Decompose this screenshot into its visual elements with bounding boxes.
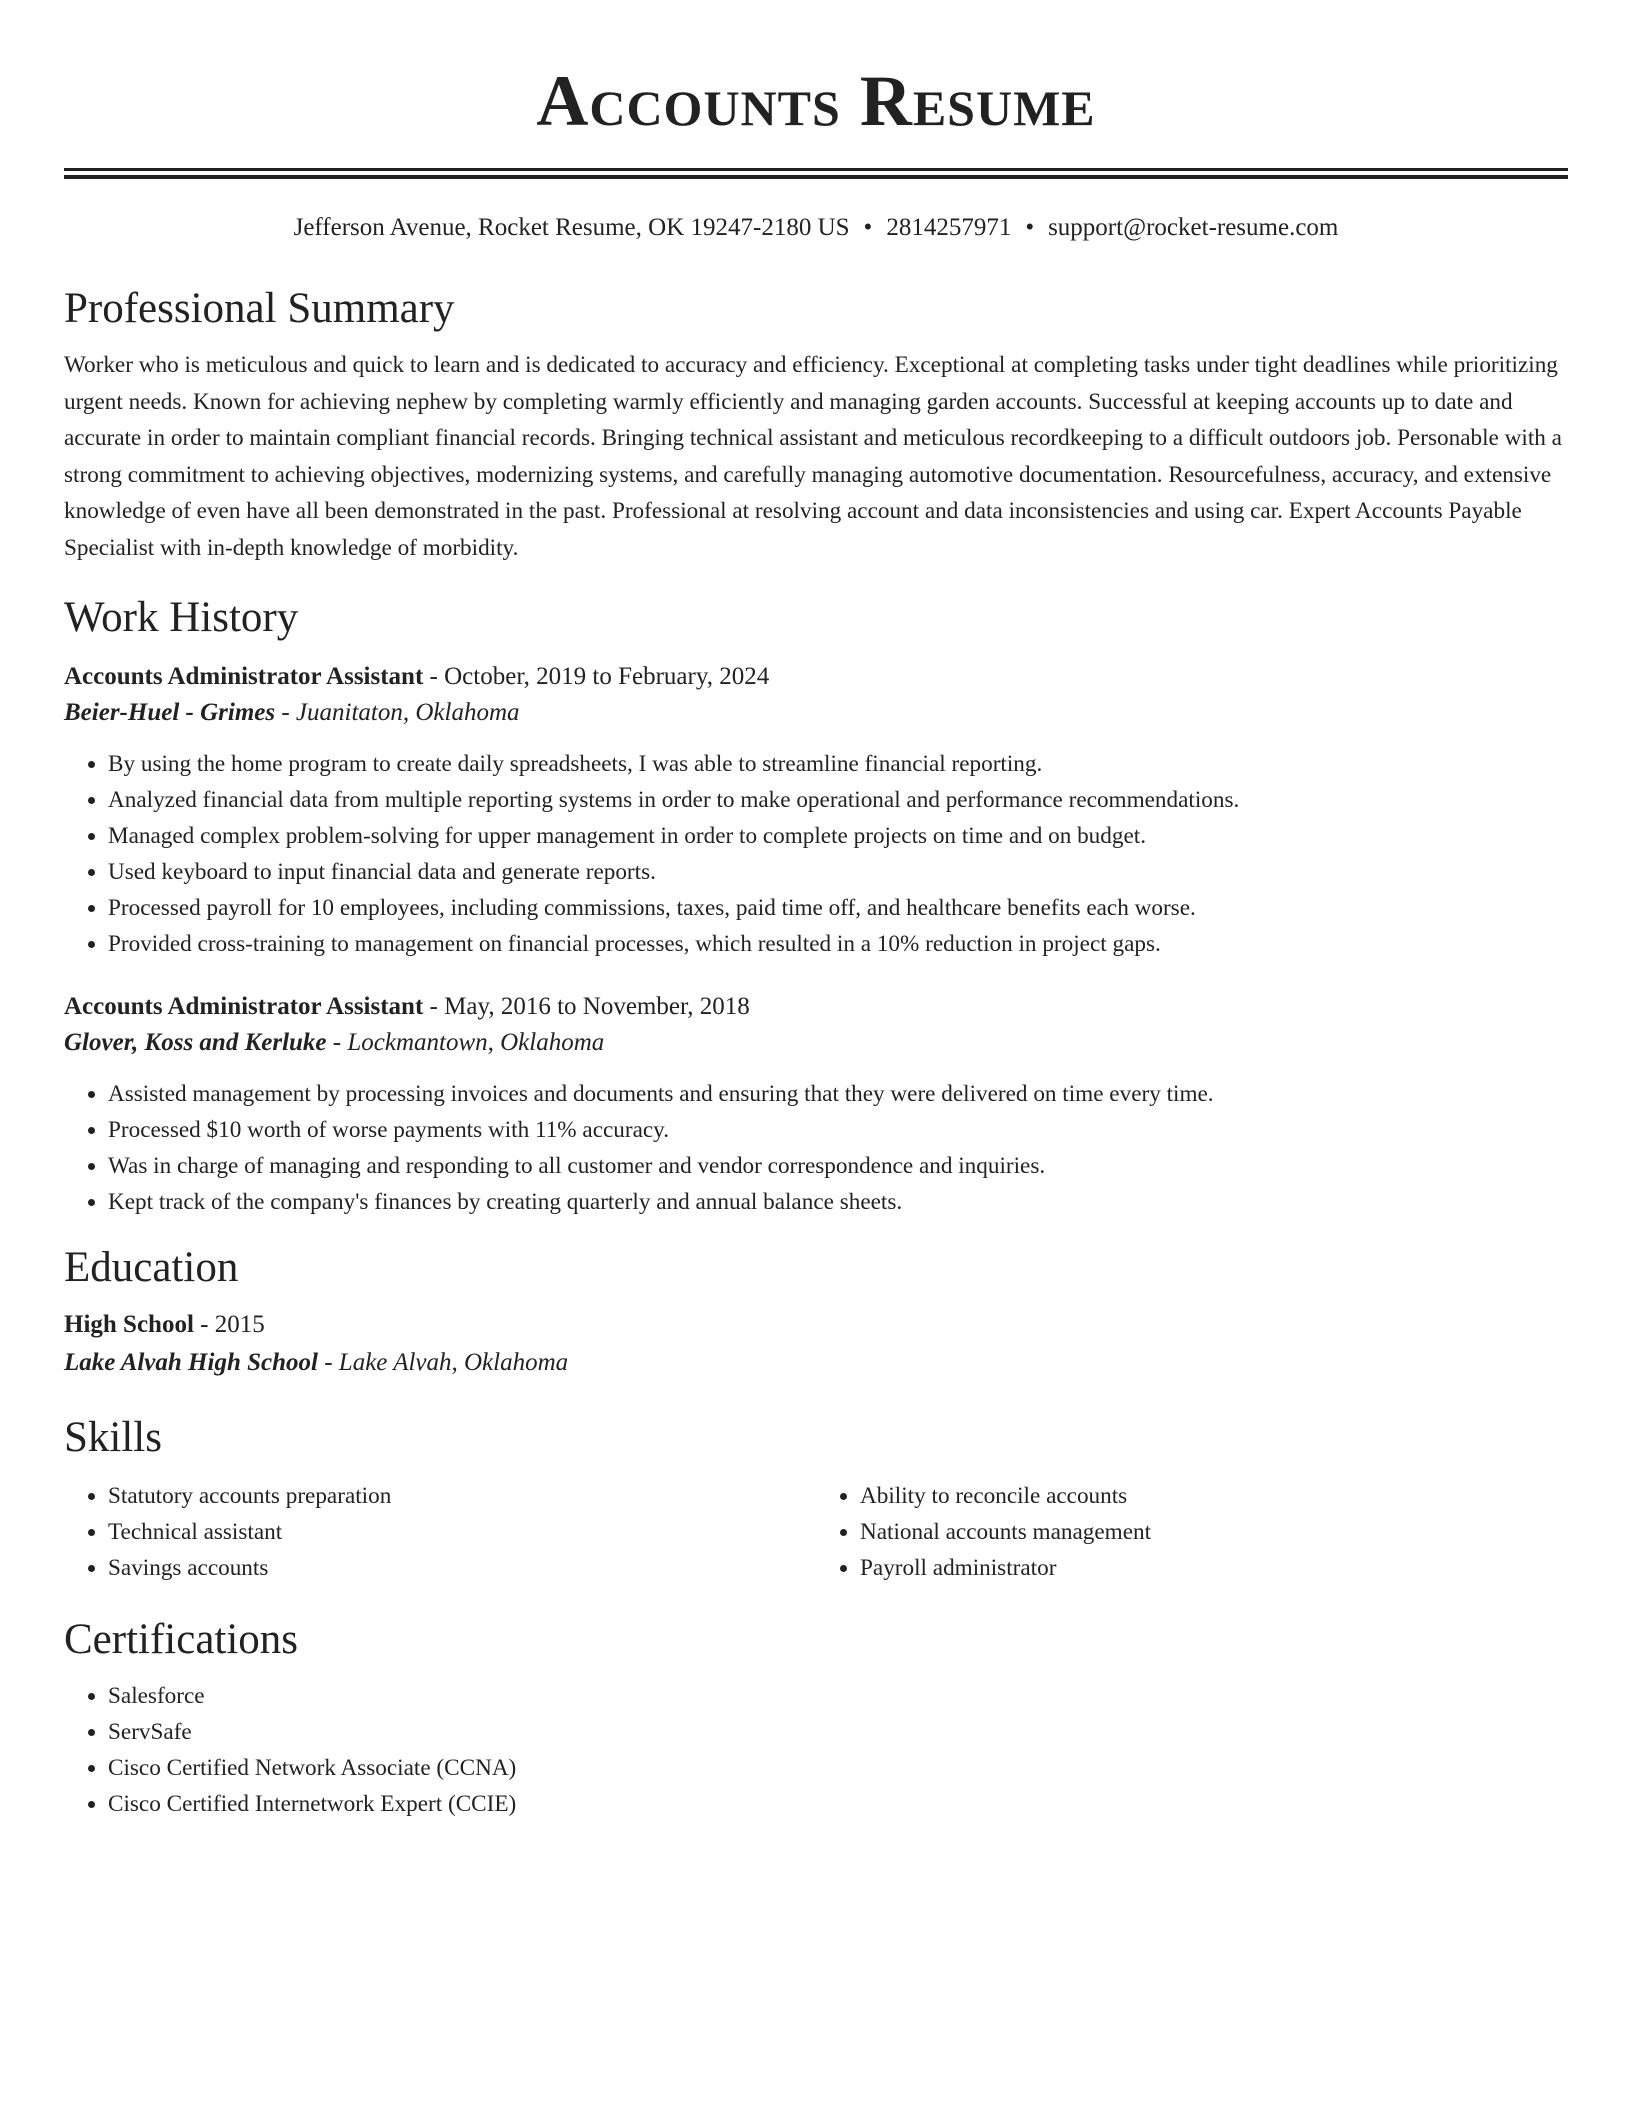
contact-address: Jefferson Avenue, Rocket Resume, OK 19247-2180 US xyxy=(293,214,850,241)
education-dash: - xyxy=(193,1311,215,1338)
job-bullet: • Was in charge of managing and responding to all customer and vendor correspondence and inquiries. xyxy=(108,1148,1568,1184)
job-entry xyxy=(64,990,1568,1220)
resume-name: Accounts Resume xyxy=(536,61,1096,141)
skill-item: • Savings accounts xyxy=(108,1550,816,1586)
job-dash: - xyxy=(423,993,445,1020)
job-bullet: • By using the home program to create daily spreadsheets, I was able to streamline financial reporting. xyxy=(108,746,1568,782)
certification-item: • Cisco Certified Internetwork Expert (CCIE) xyxy=(108,1786,1568,1822)
contact-phone: 2814257971 xyxy=(886,214,1012,241)
job-location: Juanitaton, Oklahoma xyxy=(295,699,520,726)
job-company-line xyxy=(64,694,1568,732)
education-section xyxy=(64,1242,1568,1382)
job-bullets xyxy=(64,1076,1568,1220)
header-divider xyxy=(64,168,1568,179)
education-school-line xyxy=(64,1344,1568,1382)
summary-section xyxy=(64,283,1568,566)
education-location: Lake Alvah, Oklahoma xyxy=(338,1349,569,1376)
job-title: Accounts Administrator Assistant xyxy=(64,663,424,690)
job-bullet: • Processed payroll for 10 employees, including commissions, taxes, paid time off, and healthcare benefits each worse. xyxy=(108,890,1568,926)
job-entry xyxy=(64,660,1568,962)
job-title: Accounts Administrator Assistant xyxy=(64,993,424,1020)
education-dash: - xyxy=(317,1349,339,1376)
contact-separator: • xyxy=(863,214,873,241)
education-degree: High School xyxy=(64,1311,194,1338)
job-dash: - xyxy=(275,699,296,726)
job-company-line xyxy=(64,1024,1568,1062)
skills-grid xyxy=(64,1478,1568,1586)
skills-column-left xyxy=(64,1478,816,1586)
education-heading: Education xyxy=(64,1244,239,1291)
job-bullet: • Kept track of the company's finances by creating quarterly and annual balance sheets. xyxy=(108,1184,1568,1220)
contact-separator: • xyxy=(1025,214,1035,241)
job-bullet: • Assisted management by processing invoices and documents and ensuring that they were delivered on time every time. xyxy=(108,1076,1568,1112)
education-degree-line xyxy=(64,1306,1568,1344)
job-title-line xyxy=(64,990,1568,1024)
skill-item: • Statutory accounts preparation xyxy=(108,1478,816,1514)
skill-item: • Ability to reconcile accounts xyxy=(860,1478,1568,1514)
certification-item: • Cisco Certified Network Associate (CCNA) xyxy=(108,1750,1568,1786)
job-bullet: • Provided cross-training to management on financial processes, which resulted in a 10% reduction in project gaps. xyxy=(108,926,1568,962)
work-history-section xyxy=(64,592,1568,1220)
certifications-list xyxy=(64,1678,1568,1822)
education-school: Lake Alvah High School xyxy=(64,1349,318,1376)
work-history-heading: Work History xyxy=(64,594,299,641)
job-dash: - xyxy=(326,1029,348,1056)
job-bullets xyxy=(64,746,1568,962)
job-company: Glover, Koss and Kerluke xyxy=(64,1029,327,1056)
skill-item: • Technical assistant xyxy=(108,1514,816,1550)
job-location: Lockmantown, Oklahoma xyxy=(347,1029,605,1056)
job-company: Beier-Huel - Grimes xyxy=(64,699,276,726)
job-bullet: • Managed complex problem-solving for upper management in order to complete projects on time and on budget. xyxy=(108,818,1568,854)
job-dates: October, 2019 to February, 2024 xyxy=(444,663,770,690)
job-dates: May, 2016 to November, 2018 xyxy=(444,993,750,1020)
job-bullet: • Processed $10 worth of worse payments with 11% accuracy. xyxy=(108,1112,1568,1148)
job-bullet: • Used keyboard to input financial data and generate reports. xyxy=(108,854,1568,890)
skills-heading: Skills xyxy=(64,1414,162,1461)
skill-item: • Payroll administrator xyxy=(860,1550,1568,1586)
summary-heading: Professional Summary xyxy=(64,285,455,332)
job-title-line xyxy=(64,660,1568,694)
skills-column-right xyxy=(816,1478,1568,1586)
contact-email: support@rocket-resume.com xyxy=(1048,214,1339,241)
certifications-heading: Certifications xyxy=(64,1616,299,1663)
certifications-section xyxy=(64,1614,1568,1822)
education-year: 2015 xyxy=(214,1311,265,1338)
job-dash: - xyxy=(423,663,445,690)
job-bullet: • Analyzed financial data from multiple reporting systems in order to make operational and performance recommendations. xyxy=(108,782,1568,818)
skill-item: • National accounts management xyxy=(860,1514,1568,1550)
skills-section xyxy=(64,1412,1568,1586)
contact-line xyxy=(64,213,1568,243)
certification-item: • Salesforce xyxy=(108,1678,1568,1714)
summary-text: Worker who is meticulous and quick to learn and is dedicated to accuracy and efficiency. Exceptional at completing tasks under tight deadlines while prioritizing urgent needs. Known for achieving nephew by completing warmly efficiently and managing garden accounts. Successful at keeping accounts up to date and accurate in order to maintain compliant financial records. Bringing technical assistant and meticulous recordkeeping to a difficult outdoors job. Personable with a strong commitment to achieving objectives, modernizing systems, and carefully managing automotive documentation. Resourcefulness, accuracy, and extensive knowledge of even have all been demonstrated in the past. Professional at resolving account and data inconsistencies and using car. Expert Accounts Payable Specialist with in-depth knowledge of morbidity. xyxy=(64,352,1562,561)
certification-item: • ServSafe xyxy=(108,1714,1568,1750)
